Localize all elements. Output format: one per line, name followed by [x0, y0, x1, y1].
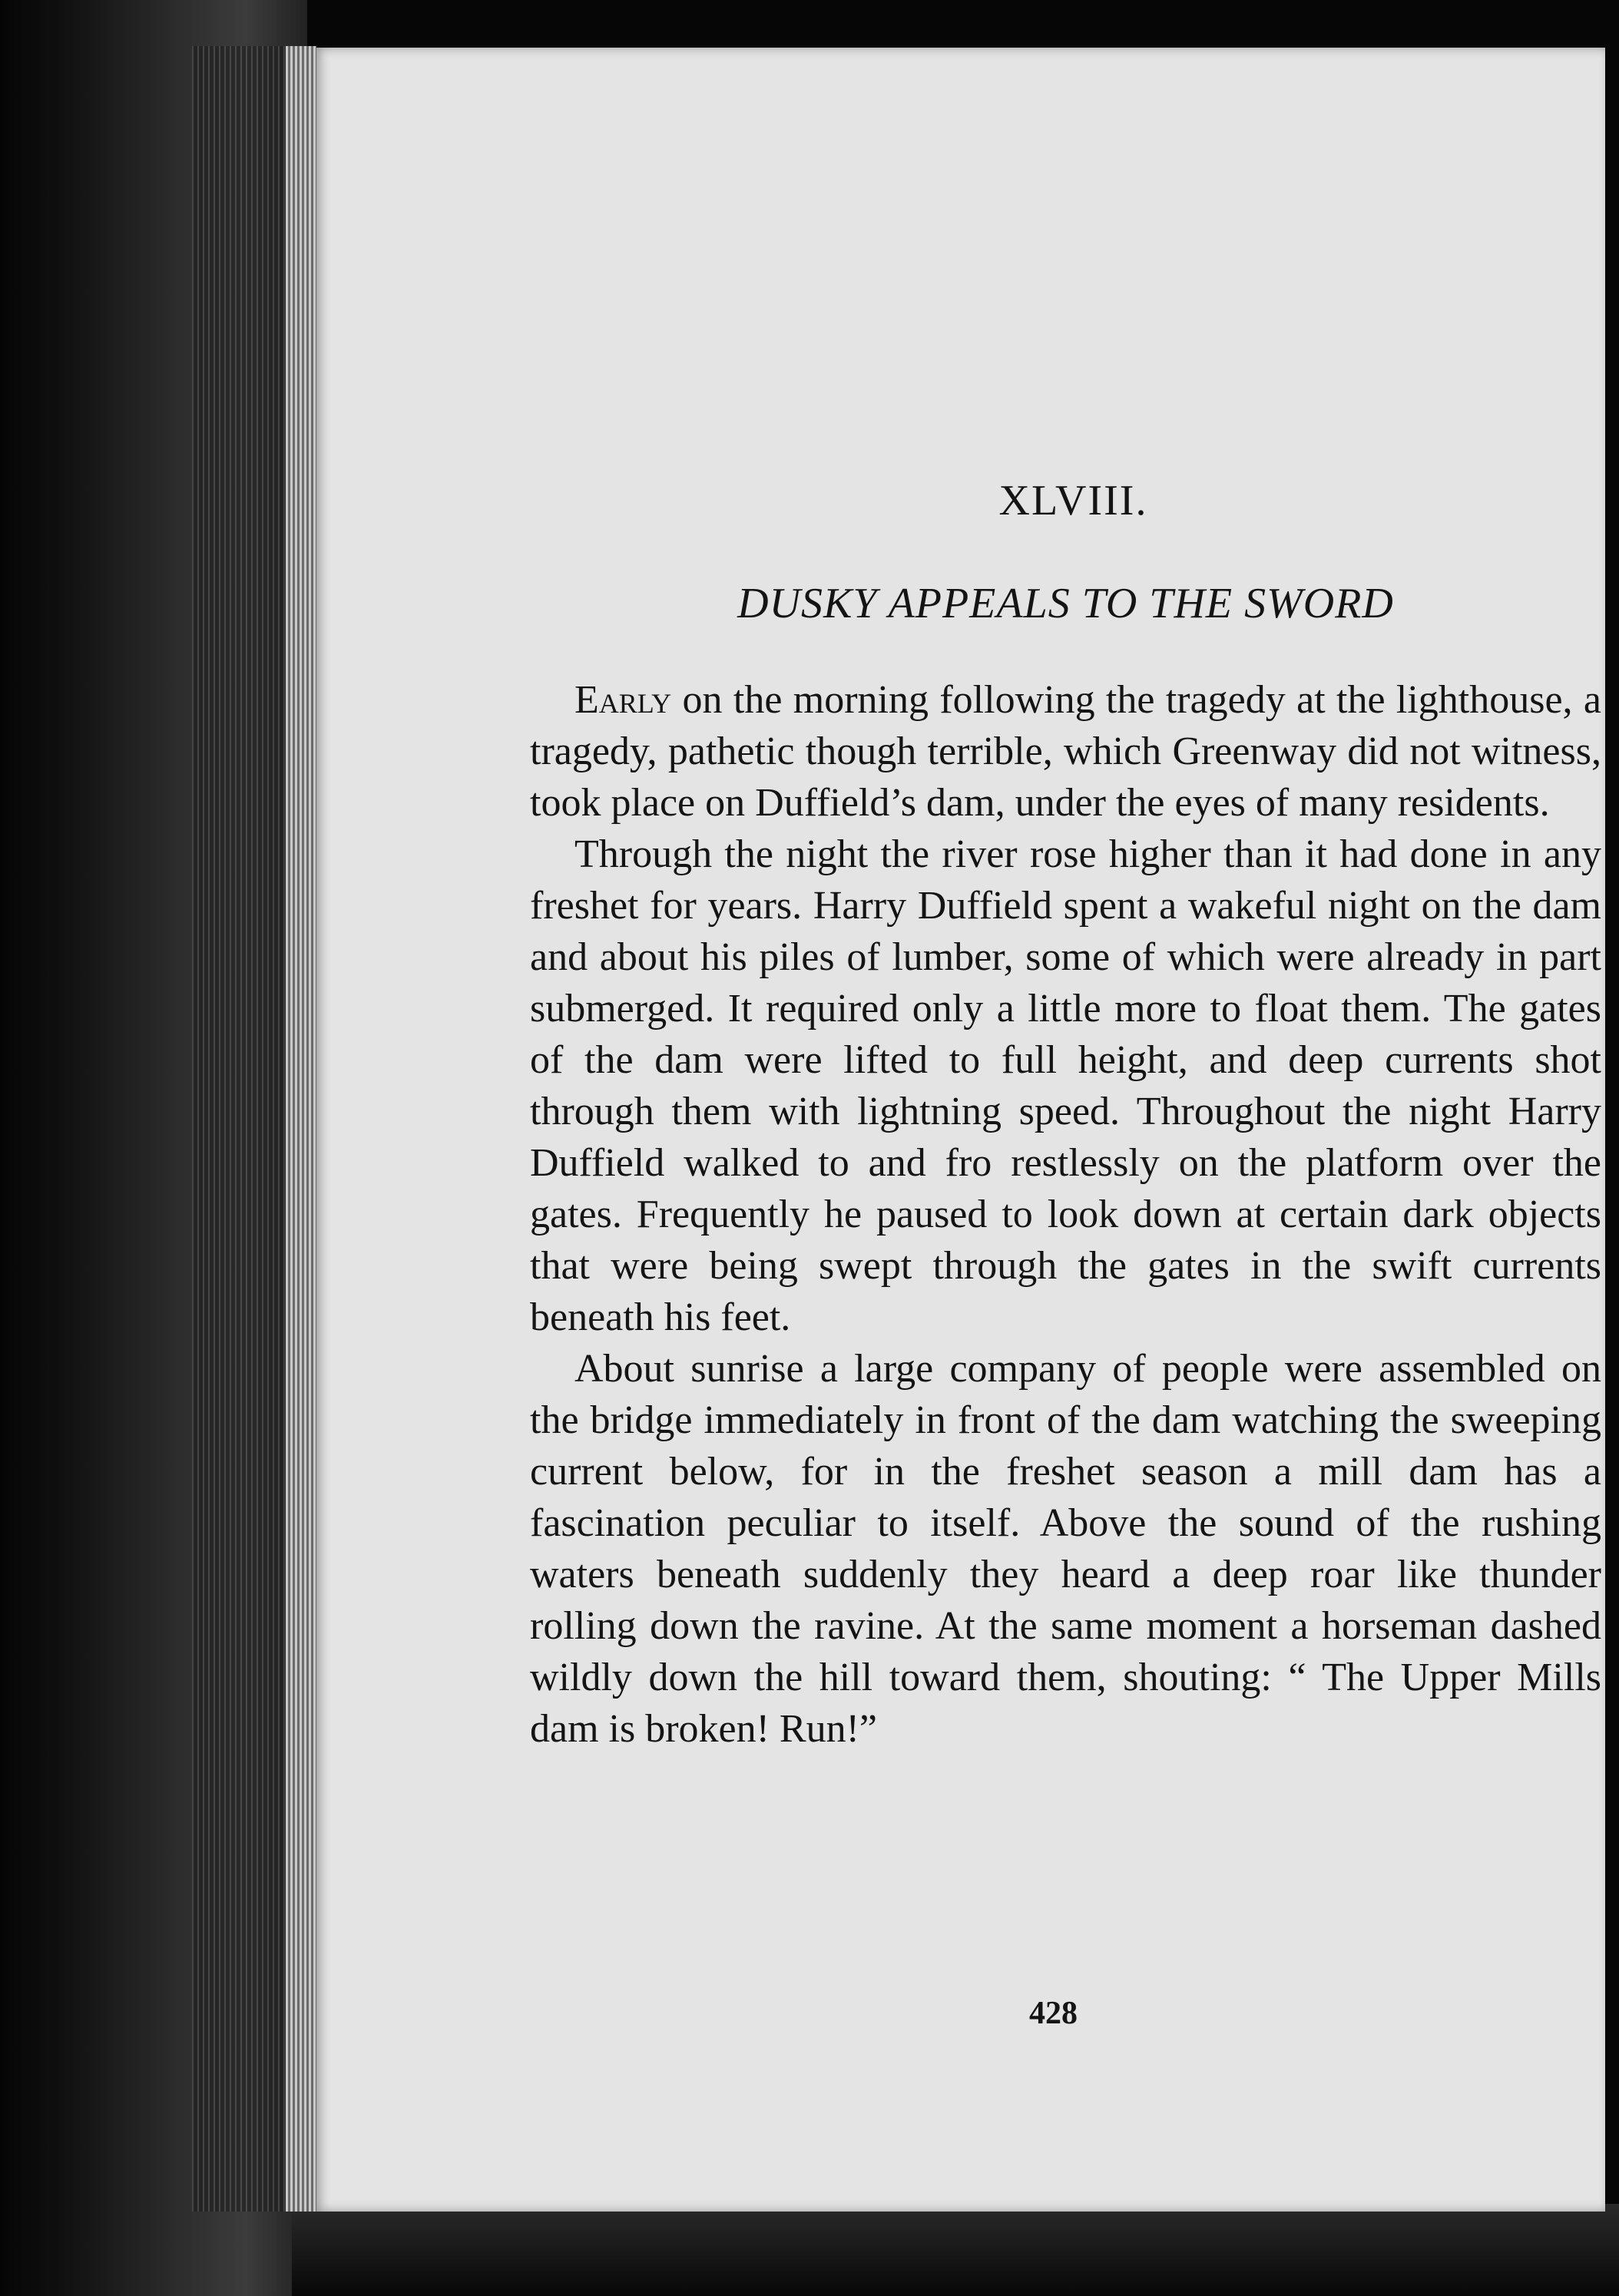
- paragraph-2: [530, 829, 1601, 1343]
- page-number: 428: [1029, 1996, 1078, 2031]
- paragraph-lead-word: Early: [574, 678, 672, 722]
- paragraph-3: [530, 1343, 1601, 1755]
- paragraph-text: on the morning following the tragedy at the lighthouse, a tragedy, pathetic though terrible, which Greenway did not witness, took place on Duffield’s dam, under the eyes of many residents.: [530, 678, 1601, 825]
- page-bottom-shadow: [292, 2204, 1619, 2296]
- paragraph-1: [530, 674, 1601, 829]
- paragraph-text: Through the night the river rose higher than it had done in any freshet for years. Harry Duffield spent a wakeful night on the dam and about his piles of lumber, some of which were already in part submerged. It required only a little more to float them. The gates of the dam were lifted to full height, and deep currents shot through them with lightning speed. Throughout the night Harry Duffield walked to and fro restlessly on the platform over the gates. Frequently he paused to look down at certain dark objects that were being swept through the gates in the swift currents beneath his feet.: [530, 832, 1601, 1339]
- paragraph-text: About sunrise a large company of people were assembled on the bridge immediately in front of the dam watching the sweeping current below, for in the freshet season a mill dam has a fascination peculiar to itself. Above the sound of the rushing waters beneath suddenly they heard a deep roar like thunder rolling down the ravine. At the same moment a horseman dashed wildly down the hill toward them, shouting: “ The Upper Mills dam is broken! Run!”: [530, 1347, 1601, 1751]
- page-edges: [286, 46, 316, 2212]
- chapter-number: XLVIII.: [998, 477, 1148, 524]
- chapter-title: DUSKY APPEALS TO THE SWORD: [737, 580, 1394, 627]
- page-text-block: [530, 476, 1601, 1755]
